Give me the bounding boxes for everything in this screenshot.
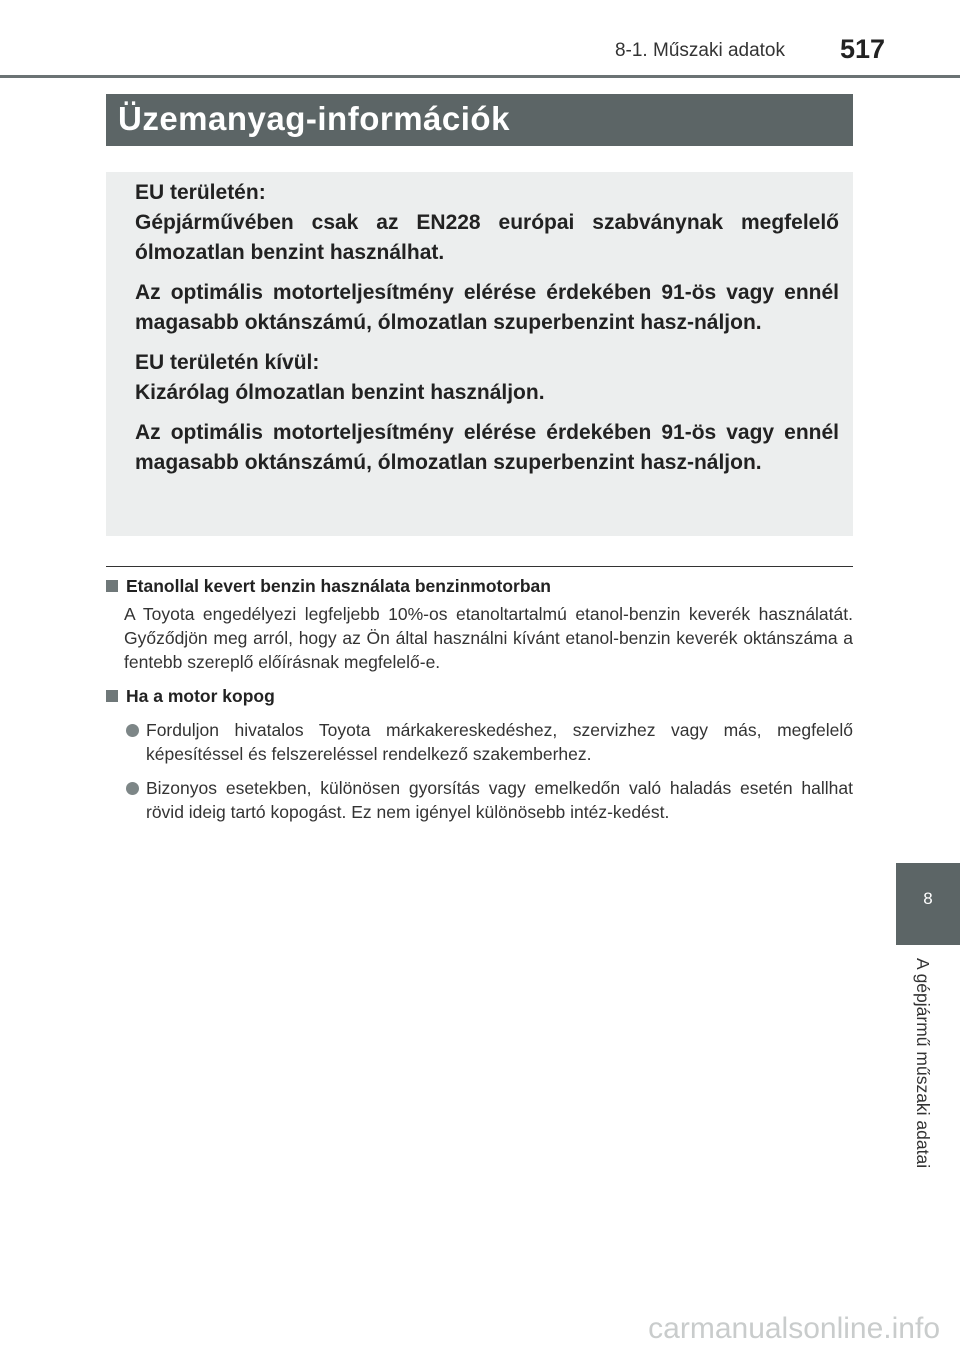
chapter-number: 8 [923, 889, 933, 908]
ethanol-heading-text: Etanollal kevert benzin használata benzinmotorban [126, 576, 551, 596]
chapter-tab [896, 863, 960, 945]
square-bullet-icon [106, 580, 118, 592]
header-divider [0, 75, 960, 78]
non-eu-octane-note: Az optimális motorteljesítmény elérése érdekében 91-ös vagy ennél magasabb oktánszámú, ólmozatlan szuperbenzint hasz-náljon. [135, 421, 839, 474]
page-number: 517 [839, 34, 885, 64]
eu-heading: EU területén: [135, 181, 266, 204]
header-section-title: 8-1. Műszaki adatok [614, 40, 785, 61]
list-item [106, 718, 853, 766]
page-title: Üzemanyag-információk [118, 100, 510, 137]
list-item [106, 776, 853, 824]
eu-requirement: Gépjárművében csak az EN228 európai szabványnak megfelelő ólmozatlan benzint használhat. [135, 211, 839, 264]
section-divider [106, 566, 853, 567]
fuel-info-content [135, 178, 839, 488]
chapter-label: A gépjármű műszaki adatai [913, 958, 933, 1169]
ethanol-paragraph: A Toyota engedélyezi legfeljebb 10%-os etanoltartalmú etanol-benzin keverék használatát. Győződjön meg arról, hogy az Ön által használni kívánt etanol-benzin keverék oktánszáma a fentebb szereplő előírásnak megfelelő-e. [124, 604, 853, 672]
watermark: carmanualsonline.info [648, 1312, 940, 1345]
circle-bullet-icon [126, 782, 139, 795]
circle-bullet-icon [126, 724, 139, 737]
knocking-heading [106, 684, 853, 708]
fuel-info-box [106, 172, 853, 536]
main-content [106, 574, 853, 824]
knocking-heading-text: Ha a motor kopog [126, 686, 275, 706]
non-eu-requirement: Kizárólag ólmozatlan benzint használjon. [135, 381, 545, 404]
title-bar [106, 94, 853, 146]
ethanol-heading [106, 574, 853, 598]
bullet-text: Bizonyos esetekben, különösen gyorsítás vagy emelkedőn való haladás esetén hallhat rövid ideig tartó kopogást. Ez nem igényel különösebb intéz-kedést. [146, 778, 853, 822]
non-eu-heading: EU területén kívül: [135, 351, 320, 374]
square-bullet-icon [106, 690, 118, 702]
bullet-text: Forduljon hivatalos Toyota márkakereskedéshez, szervizhez vagy más, megfelelő képesítéssel és felszereléssel rendelkező szakemberhez. [146, 720, 853, 764]
eu-octane-note: Az optimális motorteljesítmény elérése érdekében 91-ös vagy ennél magasabb oktánszámú, ólmozatlan szuperbenzint hasz-náljon. [135, 281, 839, 334]
